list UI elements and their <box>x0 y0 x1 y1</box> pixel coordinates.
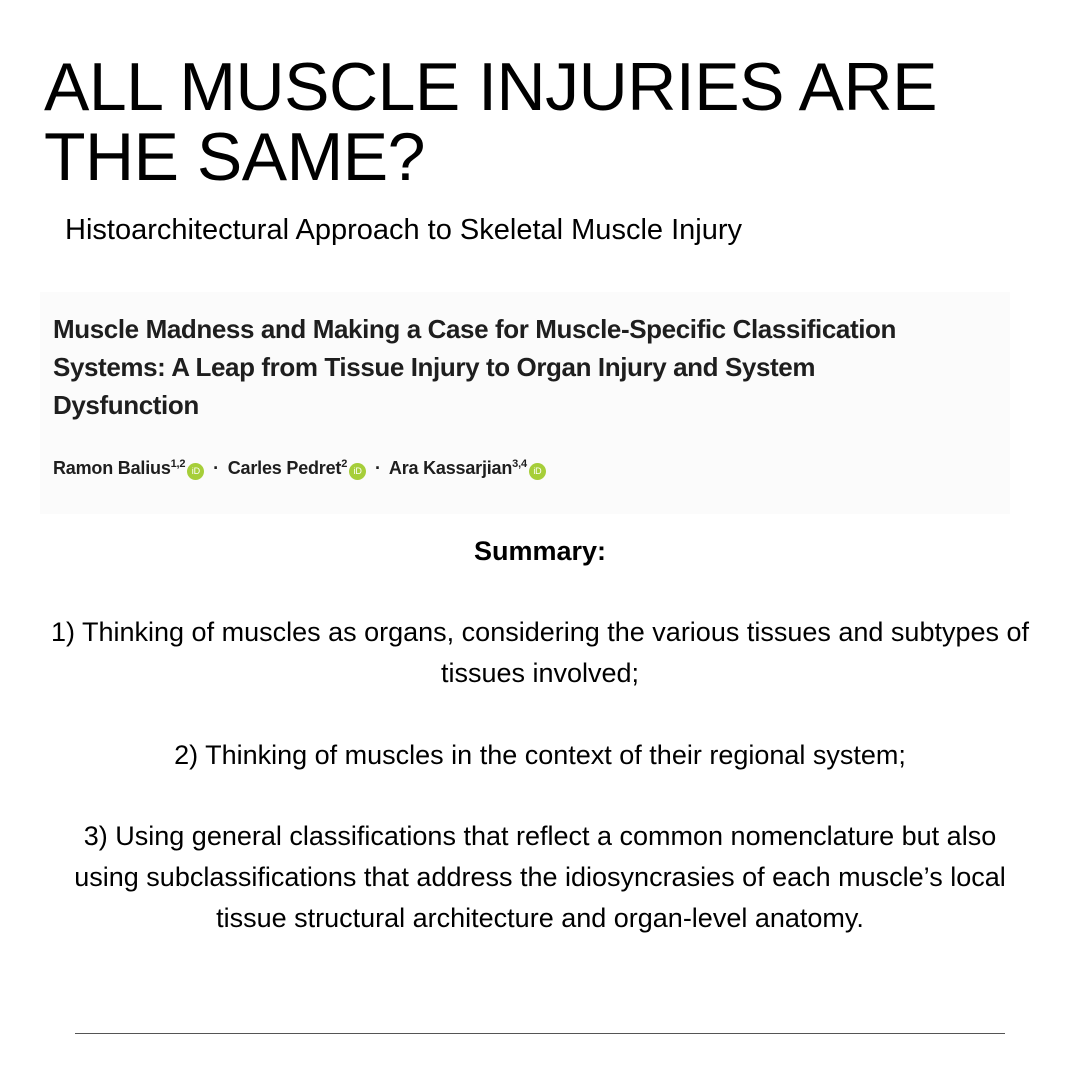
paper-title-line: Systems: A Leap from Tissue Injury to Organ Injury and System <box>53 352 816 382</box>
author-list <box>53 458 546 480</box>
summary-line: tissues involved; <box>440 658 640 688</box>
summary-item <box>0 816 1080 939</box>
orcid-icon: iD <box>529 463 546 480</box>
summary-line: using subclassifications that address the idiosyncrasies of each muscle’s local <box>74 862 1006 892</box>
headline-line: THE SAME? <box>44 119 425 195</box>
paper-title-line: Muscle Madness and Making a Case for Muscle-Specific Classification <box>53 314 897 344</box>
summary-item <box>0 612 1080 694</box>
author-affiliation: 3,4 <box>512 458 527 470</box>
author-name: Ara Kassarjian <box>388 458 513 478</box>
summary-line: 3) Using general classifications that reflect a common nomenclature but also <box>83 821 997 851</box>
paper-title-line: Dysfunction <box>53 390 199 420</box>
headline <box>44 49 1054 195</box>
summary-line: 1) Thinking of muscles as organs, considering the various tissues and subtypes of <box>50 617 1030 647</box>
summary-item <box>0 735 1080 776</box>
subtitle: Histoarchitectural Approach to Skeletal Muscle Injury <box>65 214 742 246</box>
author-name: Ramon Balius <box>53 458 171 478</box>
author-affiliation: 1,2 <box>170 458 186 470</box>
author-name: Carles Pedret <box>227 458 342 478</box>
author-affiliation: 2 <box>341 458 348 470</box>
summary-heading: Summary: <box>473 536 607 566</box>
orcid-icon: iD <box>187 463 204 480</box>
summary-line: 2) Thinking of muscles in the context of their regional system; <box>174 740 906 770</box>
author-separator: · <box>374 458 381 478</box>
summary-line: tissue structural architecture and organ-level anatomy. <box>216 903 864 933</box>
headline-line: ALL MUSCLE INJURIES ARE <box>44 49 937 125</box>
footer-divider <box>75 1033 1005 1034</box>
paper-title-card <box>40 292 1010 514</box>
orcid-icon: iD <box>349 463 366 480</box>
author-separator: · <box>213 458 219 478</box>
paper-title <box>53 310 993 424</box>
